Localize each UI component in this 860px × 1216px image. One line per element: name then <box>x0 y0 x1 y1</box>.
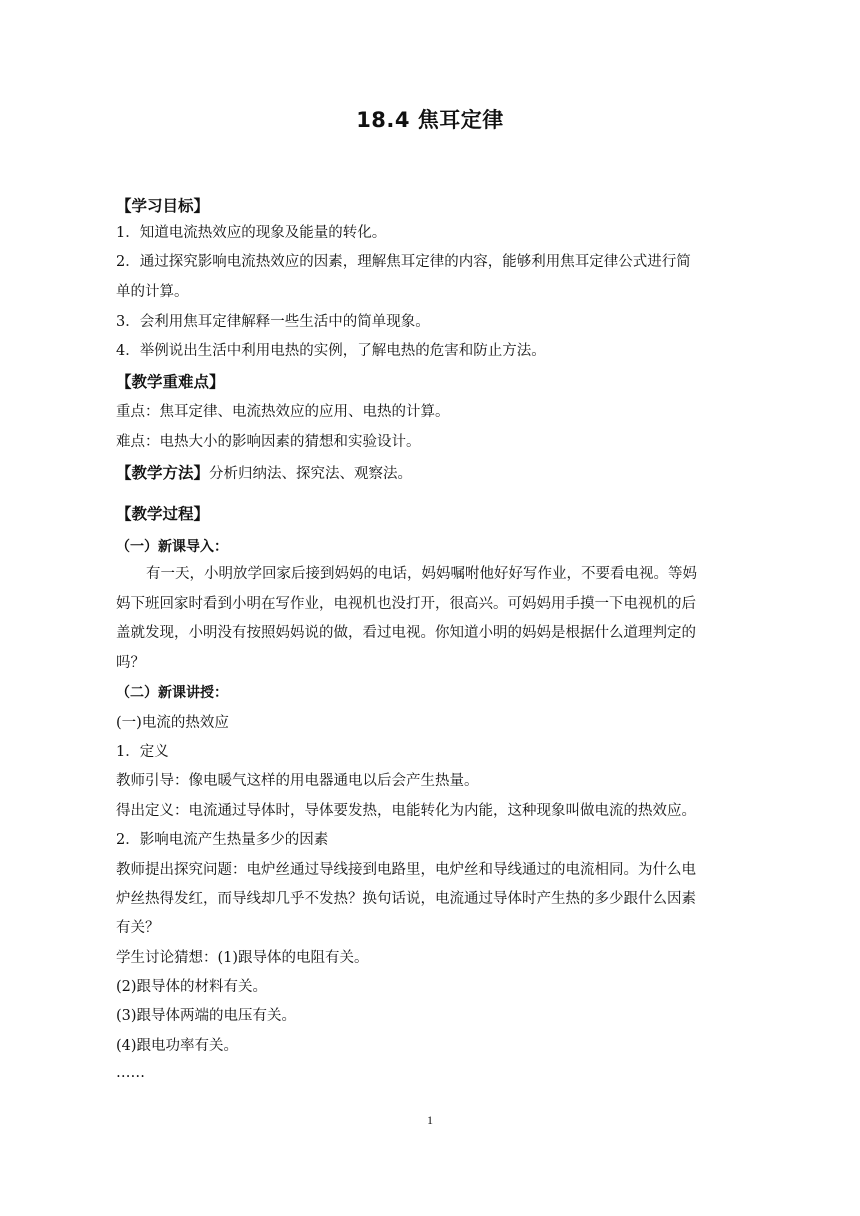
lecture-line: (3)跟导体两端的电压有关。 <box>116 1008 297 1024</box>
methods-line <box>116 463 734 484</box>
lecture-line: (4)跟电功率有关。 <box>116 1038 239 1054</box>
intro-line: 盖就发现，小明没有按照妈妈说的做，看过电视。你知道小明的妈妈是根据什么道理判定的 <box>116 625 696 641</box>
lecture-line: …… <box>116 1065 145 1081</box>
lecture-line: 炉丝热得发红，而导线却几乎不发热？换句话说，电流通过导体时产生热的多少跟什么因素 <box>116 891 696 907</box>
page-number: 1 <box>427 1113 433 1127</box>
goal-item: 4．举例说出生活中利用电热的实例，了解电热的危害和防止方法。 <box>116 343 546 359</box>
process-heading: 【教学过程】 <box>116 505 210 523</box>
goals-heading: 【学习目标】 <box>116 197 210 215</box>
methods-heading: 【教学方法】 <box>116 464 210 482</box>
intro-line: 妈下班回家时看到小明在写作业，电视机也没打开，很高兴。可妈妈用手摸一下电视机的后 <box>116 596 696 612</box>
intro-line: 有一天，小明放学回家后接到妈妈的电话，妈妈嘱咐他好好写作业，不要看电视。等妈 <box>146 566 697 582</box>
lecture-line: 学生讨论猜想：(1)跟导体的电阻有关。 <box>116 950 369 966</box>
lecture-line: 教师引导：像电暖气这样的用电器通电以后会产生热量。 <box>116 773 479 789</box>
intro-heading: （一）新课导入： <box>116 539 228 555</box>
document-title: 18.4 焦耳定律 <box>356 108 504 132</box>
lecture-line: (2)跟导体的材料有关。 <box>116 979 268 995</box>
goal-item: 2．通过探究影响电流热效应的因素，理解焦耳定律的内容，能够利用焦耳定律公式进行简 <box>116 254 691 270</box>
lecture-line: 教师提出探究问题：电炉丝通过导线接到电路里，电炉丝和导线通过的电流相同。为什么电 <box>116 862 696 878</box>
lecture-line: 2．影响电流产生热量多少的因素 <box>116 832 329 848</box>
lecture-line: 1．定义 <box>116 744 169 760</box>
methods-text: 分析归纳法、探究法、观察法。 <box>209 466 413 482</box>
lecture-line: (一)电流的热效应 <box>116 715 229 731</box>
keypoints-difficulty: 难点：电热大小的影响因素的猜想和实验设计。 <box>116 434 421 450</box>
lecture-line: 得出定义：电流通过导体时，导体要发热，电能转化为内能，这种现象叫做电流的热效应。 <box>116 803 696 819</box>
lecture-heading: （二）新课讲授： <box>116 685 228 701</box>
intro-line: 吗？ <box>116 655 145 671</box>
keypoints-focus: 重点：焦耳定律、电流热效应的应用、电热的计算。 <box>116 404 450 420</box>
goal-item: 单的计算。 <box>116 284 189 300</box>
goal-item: 3．会利用焦耳定律解释一些生活中的简单现象。 <box>116 314 430 330</box>
goal-item: 1．知道电流热效应的现象及能量的转化。 <box>116 225 387 241</box>
lecture-line: 有关？ <box>116 920 160 936</box>
keypoints-heading: 【教学重难点】 <box>116 373 225 391</box>
